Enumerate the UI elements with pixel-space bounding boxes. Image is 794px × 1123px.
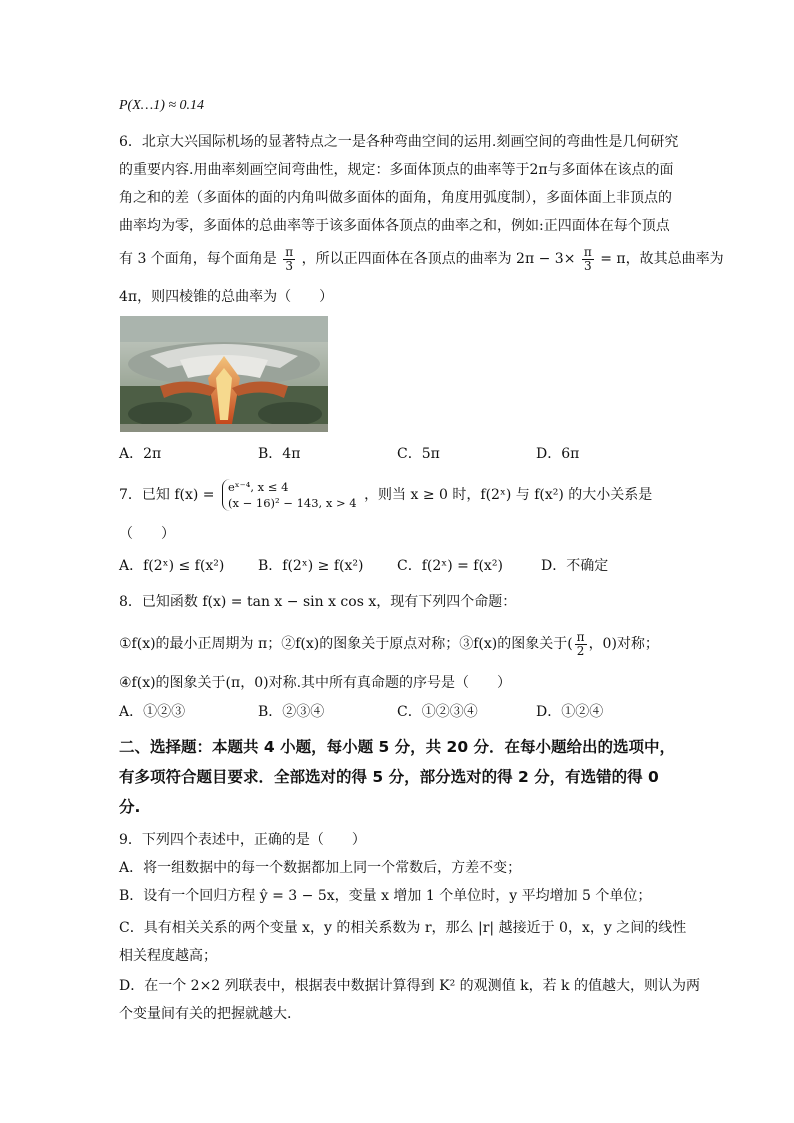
q7-line-1 — [119, 476, 652, 514]
q6-option-d: D．6π — [536, 446, 580, 462]
q6-line-5-b: ，所以正四面体在各顶点的曲率为 2π − 3× — [301, 251, 576, 267]
section-2-line-2: 有多项符合题目要求．全部选对的得 5 分，部分选对的得 2 分，有选错的得 0 — [119, 768, 659, 786]
q6-option-c: C．5π — [397, 446, 440, 462]
q8-option-d: D．①②④ — [536, 704, 604, 720]
section-2-line-3: 分. — [119, 798, 141, 816]
q9-option-c-cont: 相关程度越高； — [119, 948, 217, 964]
q7-case-2: (x − 16)² − 143, x > 4 — [228, 496, 357, 510]
q6-fraction-1: $\frac{\pi}{3}$ — [285, 244, 294, 273]
q7-lead: 7．已知 f(x) = — [119, 487, 215, 503]
q9-option-a: A．将一组数据中的每一个数据都加上同一个常数后，方差不变； — [119, 860, 522, 876]
q7-case-1: eˣ⁻⁴, x ≤ 4 — [228, 480, 289, 494]
q8-line-2 — [119, 628, 659, 660]
q6-option-a: A．2π — [119, 446, 162, 462]
q7-option-a: A．f(2ˣ) ≤ f(x²) — [119, 558, 225, 574]
q9-option-d-cont: 个变量间有关的把握就越大. — [119, 1006, 292, 1022]
q6-line-1: 6．北京大兴国际机场的显著特点之一是各种弯曲空间的运用.刻画空间的弯曲性是几何研究 — [119, 134, 679, 150]
q8-option-a: A．①②③ — [119, 704, 186, 720]
q6-line-2: 的重要内容.用曲率刻画空间弯曲性，规定：多面体顶点的曲率等于2π与多面体在该点的面 — [119, 162, 674, 178]
q6-line-5-a: 有 3 个面角，每个面角是 — [119, 251, 277, 267]
airport-photo — [120, 316, 328, 432]
q6-line-3: 角之和的差（多面体的面的内角叫做多面体的面角，角度用弧度制），多面体面上非顶点的 — [119, 190, 672, 206]
q7-option-d: D．不确定 — [541, 558, 609, 574]
q6-line-5 — [119, 244, 724, 274]
q8-option-c: C．①②③④ — [397, 704, 478, 720]
q6-line-5-c: = π，故其总曲率为 — [600, 251, 724, 267]
q9-lead: 9．下列四个表述中，正确的是（ ） — [119, 832, 366, 848]
q6-fraction-2: $\frac{\pi}{3}$ — [583, 244, 592, 273]
header-formula: P(X…1) ≈ 0.14 — [119, 98, 205, 113]
q8-fraction: $\frac{\pi}{2}$ — [576, 629, 585, 658]
q7-paren: （ ） — [119, 526, 175, 542]
section-2-line-1: 二、选择题：本题共 4 小题，每小题 5 分，共 20 分．在每小题给出的选项中， — [119, 738, 676, 756]
q6-option-b: B．4π — [258, 446, 301, 462]
q8-line-1: 8．已知函数 f(x) = tan x − sin x cos x，现有下列四个命题： — [119, 594, 517, 610]
q8-line-3: ④f(x)的图象关于(π，0)对称.其中所有真命题的序号是（ ） — [119, 675, 512, 691]
q7-option-c: C．f(2ˣ) = f(x²) — [397, 558, 503, 574]
q6-line-6: 4π，则四棱锥的总曲率为（ ） — [119, 289, 334, 305]
q9-option-b: B．设有一个回归方程 ŷ = 3 − 5x，变量 x 增加 1 个单位时，y 平均增加 5 个单位； — [119, 888, 652, 904]
q8-option-b: B．②③④ — [258, 704, 325, 720]
q7-tail: ，则当 x ≥ 0 时，f(2ˣ) 与 f(x²) 的大小关系是 — [364, 487, 653, 503]
q9-option-c: C．具有相关关系的两个变量 x，y 的相关系数为 r，那么 |r| 越接近于 0，x，y 之间的线性 — [119, 920, 687, 936]
q8-line-2-b: ，0)对称； — [588, 636, 659, 652]
q7-piecewise — [222, 479, 357, 511]
q9-option-d: D．在一个 2×2 列联表中，根据表中数据计算得到 K² 的观测值 k，若 k 的值越大，则认为两 — [119, 978, 700, 994]
q8-line-2-a: ①f(x)的最小正周期为 π；②f(x)的图象关于原点对称；③f(x)的图象关于( — [119, 636, 573, 652]
q7-option-b: B．f(2ˣ) ≥ f(x²) — [258, 558, 364, 574]
q6-line-4: 曲率均为零，多面体的总曲率等于该多面体各顶点的曲率之和，例如:正四面体在每个顶点 — [119, 218, 670, 234]
